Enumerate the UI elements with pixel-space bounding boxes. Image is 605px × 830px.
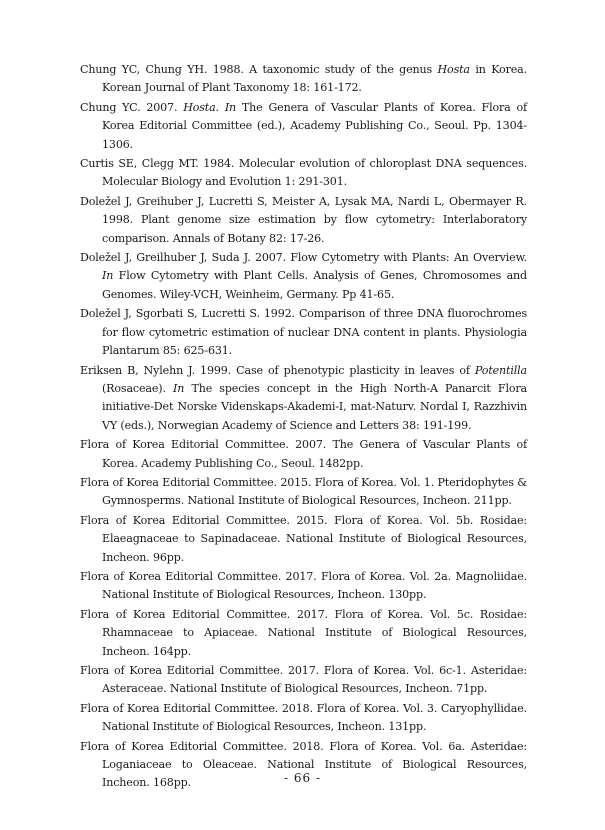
reference-entry: Flora of Korea Editorial Committee. 2015. Flora of Korea. Vol. 5b. Rosidae: Elaeagnaceae to Sapinadaceae. National Institute of Biological Resources, Incheon. 96pp.	[80, 513, 527, 564]
reference-entry: Flora of Korea Editorial Committee. 2018. Flora of Korea. Vol. 6a. Asteridae: Loganiaceae to Oleaceae. National Institute of Biological Resources, Incheon. 168pp.	[80, 739, 527, 790]
reference-entry: Doležel J, Greilhuber J, Suda J. 2007. Flow Cytometry with Plants: An Overview. In Flow Cytometry with Plant Cells. Analysis of Genes, Chromosomes and Genomes. Wiley-VCH, Weinheim, Germany. Pp 41-65.	[80, 251, 527, 301]
reference-entry: Doležel J, Sgorbati S, Lucretti S. 1992. Comparison of three DNA fluorochromes for flow cytometric estimation of nuclear DNA content in plants. Physiologia Plantarum 85: 625-631.	[80, 307, 527, 358]
reference-list	[80, 61, 527, 794]
page-number: - 66 -	[283, 771, 321, 785]
reference-entry: Flora of Korea Editorial Committee. 2018. Flora of Korea. Vol. 3. Caryophyllidae. National Institute of Biological Resources, Incheon. 131pp.	[80, 701, 527, 734]
reference-entry: Curtis SE, Clegg MT. 1984. Molecular evolution of chloroplast DNA sequences. Molecular Biology and Evolution 1: 291-301.	[80, 157, 527, 189]
reference-entry: Flora of Korea Editorial Committee. 2017. Flora of Korea. Vol. 2a. Magnoliidae. National Institute of Biological Resources, Incheon. 130pp.	[80, 569, 527, 602]
reference-entry: Flora of Korea Editorial Committee. 2017. Flora of Korea. Vol. 6c-1. Asteridae: Asteraceae. National Institute of Biological Resources, Incheon. 71pp.	[80, 664, 527, 696]
reference-entry: Chung YC, Chung YH. 1988. A taxonomic study of the genus Hosta in Korea. Korean Journal of Plant Taxonomy 18: 161-172.	[80, 63, 527, 95]
reference-entry: Flora of Korea Editorial Committee. 2017. Flora of Korea. Vol. 5c. Rosidae: Rhamnaceae to Apiaceae. National Institute of Biological Resources, Incheon. 164pp.	[80, 607, 527, 658]
reference-entry: Flora of Korea Editorial Committee. 2015. Flora of Korea. Vol. 1. Pteridophytes & Gymnosperms. National Institute of Biological Resources, Incheon. 211pp.	[80, 475, 527, 508]
reference-entry: Eriksen B, Nylehn J. 1999. Case of phenotypic plasticity in leaves of Potentilla (Rosaceae). In The species concept in the High North-A Panarcit Flora initiative-Det Norske Videnskaps-Akademi-I, mat-Naturv. Nordal I, Razzhivin VY (eds.), Norwegian Academy of Science and Letters 38: 191-199.	[80, 363, 528, 432]
reference-entry: Doležel J, Greihuber J, Lucretti S, Meister A, Lysak MA, Nardi L, Obermayer R. 1998. Plant genome size estimation by flow cytometry: Interlaboratory comparison. Annals of Botany 82: 17-26.	[80, 194, 527, 245]
reference-entry: Chung YC. 2007. Hosta. In The Genera of Vascular Plants of Korea. Flora of Korea Editorial Committee (ed.), Academy Publishing Co., Seoul. Pp. 1304-1306.	[80, 100, 527, 151]
reference-entry: Flora of Korea Editorial Committee. 2007. The Genera of Vascular Plants of Korea. Academy Publishing Co., Seoul. 1482pp.	[80, 438, 527, 470]
